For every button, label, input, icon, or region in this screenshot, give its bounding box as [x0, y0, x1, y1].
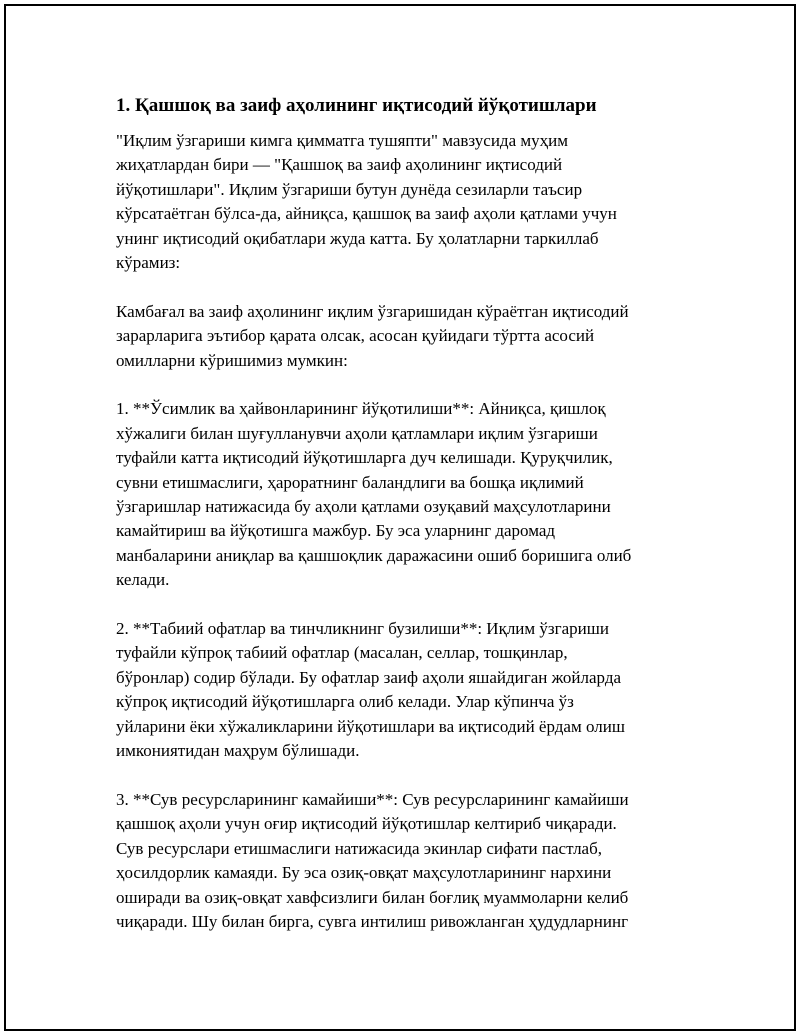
text-line: ўзгаришлар натижасида бу аҳоли қатлами озуқавий маҳсулотларини [116, 497, 611, 517]
text-line: манбаларини аниқлар ва қашшоқлик даражасини ошиб боришига олиб [116, 545, 632, 565]
paragraph-list [116, 129, 696, 934]
document-body [116, 93, 696, 934]
text-line: жиҳатлардан бири — "Қашшоқ ва заиф аҳолининг иқтисодий [116, 155, 563, 175]
text-line: кўрамиз: [116, 253, 181, 273]
text-line: йўқотишлари". Иқлим ўзгариши бутун дунёда сезиларли таъсир [116, 179, 583, 199]
paragraph-5 [116, 788, 696, 934]
text-line: қашшоқ аҳоли учун оғир иқтисодий йўқотишлар келтириб чиқаради. [116, 814, 617, 834]
text-line: имкониятидан маҳрум бўлишади. [116, 741, 360, 761]
text-line: сувни етишмаслиги, ҳароратнинг баландлиги ва бошқа иқлимий [116, 472, 584, 492]
text-line: унинг иқтисодий оқибатлари жуда катта. Бу ҳолатларни таркиллаб [116, 228, 599, 248]
text-line: бўронлар) содир бўлади. Бу офатлар заиф аҳоли яшайдиган жойларда [116, 667, 622, 687]
text-line: Камбағал ва заиф аҳолининг иқлим ўзгаришидан кўраётган иқтисодий [116, 301, 629, 321]
text-line: туфайли кўпроқ табиий офатлар (масалан, селлар, тошқинлар, [116, 643, 568, 663]
paragraph-3 [116, 397, 696, 592]
text-line: 3. **Сув ресурсларининг камайиши**: Сув ресурсларининг камайиши [116, 789, 629, 809]
paragraph-1 [116, 129, 696, 275]
text-line: уйларини ёки хўжаликларини йўқотишлари ва иқтисодий ёрдам олиш [116, 716, 625, 736]
text-line: хўжалиги билан шуғулланувчи аҳоли қатламлари иқлим ўзгариши [116, 423, 598, 443]
paragraph-4 [116, 617, 696, 763]
paragraph-2 [116, 300, 696, 373]
text-line: камайтириш ва йўқотишга мажбур. Бу эса уларнинг даромад [116, 521, 556, 541]
text-line: Сув ресурслари етишмаслиги натижасида экинлар сифати пастлаб, [116, 838, 603, 858]
document-title: 1. Қашшоқ ва заиф аҳолининг иқтисодий йўқотишлари [116, 95, 597, 116]
text-line: чиқаради. Шу билан бирга, сувга интилиш ривожланган ҳудудларнинг [116, 911, 629, 931]
text-line: туфайли катта иқтисодий йўқотишларга дуч келишади. Қуруқчилик, [116, 448, 613, 468]
text-line: ҳосилдорлик камаяди. Бу эса озиқ-овқат маҳсулотларининг нархини [116, 863, 612, 883]
text-line: оширади ва озиқ-овқат хавфсизлиги билан боғлиқ муаммоларни келиб [116, 887, 629, 907]
text-line: омилларни кўришимиз мумкин: [116, 350, 348, 370]
text-line: кўрсатаётган бўлса-да, айниқса, қашшоқ ва заиф аҳоли қатлами учун [116, 204, 617, 224]
text-line: "Иқлим ўзгариши кимга қимматга тушяпти" мавзусида муҳим [116, 131, 568, 150]
text-line: 2. **Табиий офатлар ва тинчликнинг бузилиши**: Иқлим ўзгариши [116, 619, 609, 639]
text-line: зарарларига эътибор қарата олсак, асосан қуйидаги тўртта асосий [116, 326, 595, 346]
text-line: кўпроқ иқтисодий йўқотишларга олиб келади. Улар кўпинча ўз [116, 692, 574, 712]
text-line: 1. **Ўсимлик ва ҳайвонларининг йўқотилиши**: Айниқса, қишлоқ [116, 399, 606, 419]
text-line: келади. [116, 570, 170, 590]
